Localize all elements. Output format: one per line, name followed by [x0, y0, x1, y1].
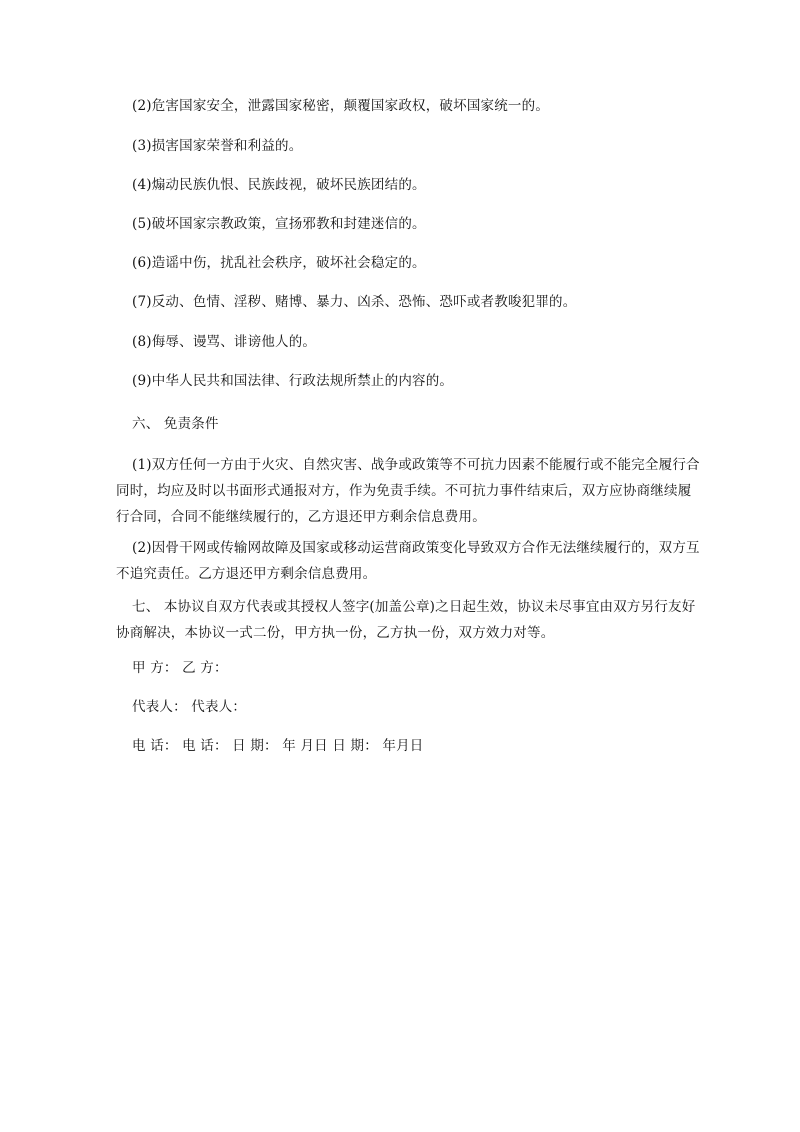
list-item: (6)造谣中伤，扰乱社会秩序，破坏社会稳定的。: [132, 255, 426, 271]
signature-contact-line: 电 话： 电 话： 日 期： 年 月日 日 期： 年月日: [132, 738, 424, 754]
list-item: (3)损害国家荣誉和利益的。: [132, 138, 303, 154]
list-item: (2)危害国家安全，泄露国家秘密，颠覆国家政权，破坏国家统一的。: [132, 98, 550, 114]
signature-representative-line: 代表人： 代表人：: [132, 699, 247, 715]
paragraph: (1)双方任何一方由于火灾、自然灾害、战争或政策等不可抗力因素不能履行或不能完全履行合同时，均应及时以书面形式通报对方，作为免责手续。不可抗力事件结束后，双方应协商继续履行合同，合同不能继续履行的，乙方退还甲方剩余信息费用。: [116, 457, 700, 525]
list-item: (4)煽动民族仇恨、民族歧视，破坏民族团结的。: [132, 177, 426, 193]
section-heading: 六、 免责条件: [132, 416, 219, 432]
list-item: (8)侮辱、谩骂、诽谤他人的。: [132, 334, 317, 350]
list-item: (5)破坏国家宗教政策，宣扬邪教和封建迷信的。: [132, 216, 426, 232]
list-item: (7)反动、色情、淫秽、赌博、暴力、凶杀、恐怖、恐吓或者教唆犯罪的。: [132, 294, 577, 310]
signature-party-line: 甲 方： 乙 方：: [132, 660, 228, 676]
list-item: (9)中华人民共和国法律、行政法规所禁止的内容的。: [132, 373, 454, 389]
paragraph: (2)因骨干网或传输网故障及国家或移动运营商政策变化导致双方合作无法继续履行的，双方互不追究责任。乙方退还甲方剩余信息费用。: [116, 540, 700, 582]
paragraph: 七、 本协议自双方代表或其授权人签字(加盖公章)之日起生效，协议未尽事宜由双方另行友好协商解决，本协议一式二份，甲方执一份，乙方执一份，双方效力对等。: [116, 599, 696, 641]
